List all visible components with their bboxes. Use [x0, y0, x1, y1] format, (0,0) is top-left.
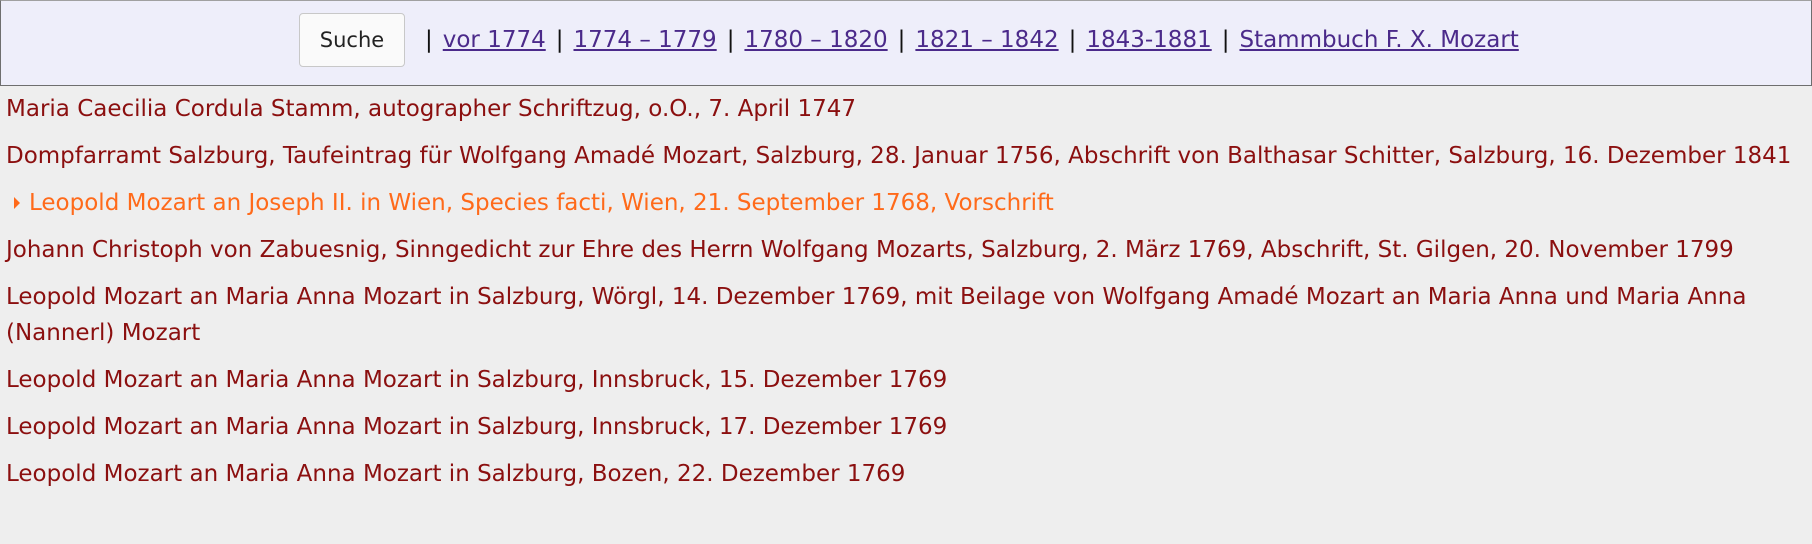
list-item[interactable]: Leopold Mozart an Maria Anna Mozart in Salzburg, Innsbruck, 15. Dezember 1769: [6, 367, 948, 393]
nav-separator: |: [425, 27, 433, 53]
list-item[interactable]: Dompfarramt Salzburg, Taufeintrag für Wolfgang Amadé Mozart, Salzburg, 28. Januar 1756, Abschrift von Balthasar Schitter, Salzburg, 16. Dezember 1841: [6, 143, 1792, 169]
nav-link-1774-1779[interactable]: 1774 – 1779: [573, 27, 717, 53]
nav-separator: |: [897, 27, 906, 53]
top-navigation-bar: [0, 0, 1812, 86]
list-item[interactable]: Maria Caecilia Cordula Stamm, autographer Schriftzug, o.O., 7. April 1747: [6, 96, 857, 122]
nav-link-stammbuch[interactable]: Stammbuch F. X. Mozart: [1239, 27, 1519, 53]
list-item-label: Leopold Mozart an Joseph II. in Wien, Species facti, Wien, 21. September 1768, Vorschrift: [29, 190, 1054, 216]
search-button[interactable]: Suche: [299, 13, 405, 67]
nav-separator: |: [1068, 27, 1077, 53]
list-item[interactable]: Leopold Mozart an Maria Anna Mozart in Salzburg, Wörgl, 14. Dezember 1769, mit Beilage von Wolfgang Amadé Mozart an Maria Anna und Maria Anna (Nannerl) Mozart: [6, 284, 1747, 346]
list-item[interactable]: Leopold Mozart an Maria Anna Mozart in Salzburg, Innsbruck, 17. Dezember 1769: [6, 414, 948, 440]
nav-link-vor-1774[interactable]: vor 1774: [442, 27, 546, 53]
nav-link-1843-1881[interactable]: 1843-1881: [1086, 27, 1212, 53]
document-list: [6, 86, 1806, 498]
nav-inner: [299, 13, 1519, 67]
nav-link-1821-1842[interactable]: 1821 – 1842: [915, 27, 1059, 53]
list-item-selected[interactable]: [6, 180, 1806, 227]
nav-separator: |: [555, 27, 564, 53]
list-item[interactable]: Johann Christoph von Zabuesnig, Sinngedicht zur Ehre des Herrn Wolfgang Mozarts, Salzburg, 2. März 1769, Abschrift, St. Gilgen, 20. November 1799: [6, 237, 1734, 263]
nav-separator: |: [1221, 27, 1230, 53]
caret-right-icon: [14, 197, 20, 209]
nav-separator: |: [726, 27, 735, 53]
list-item[interactable]: Leopold Mozart an Maria Anna Mozart in Salzburg, Bozen, 22. Dezember 1769: [6, 461, 906, 487]
nav-link-1780-1820[interactable]: 1780 – 1820: [744, 27, 888, 53]
